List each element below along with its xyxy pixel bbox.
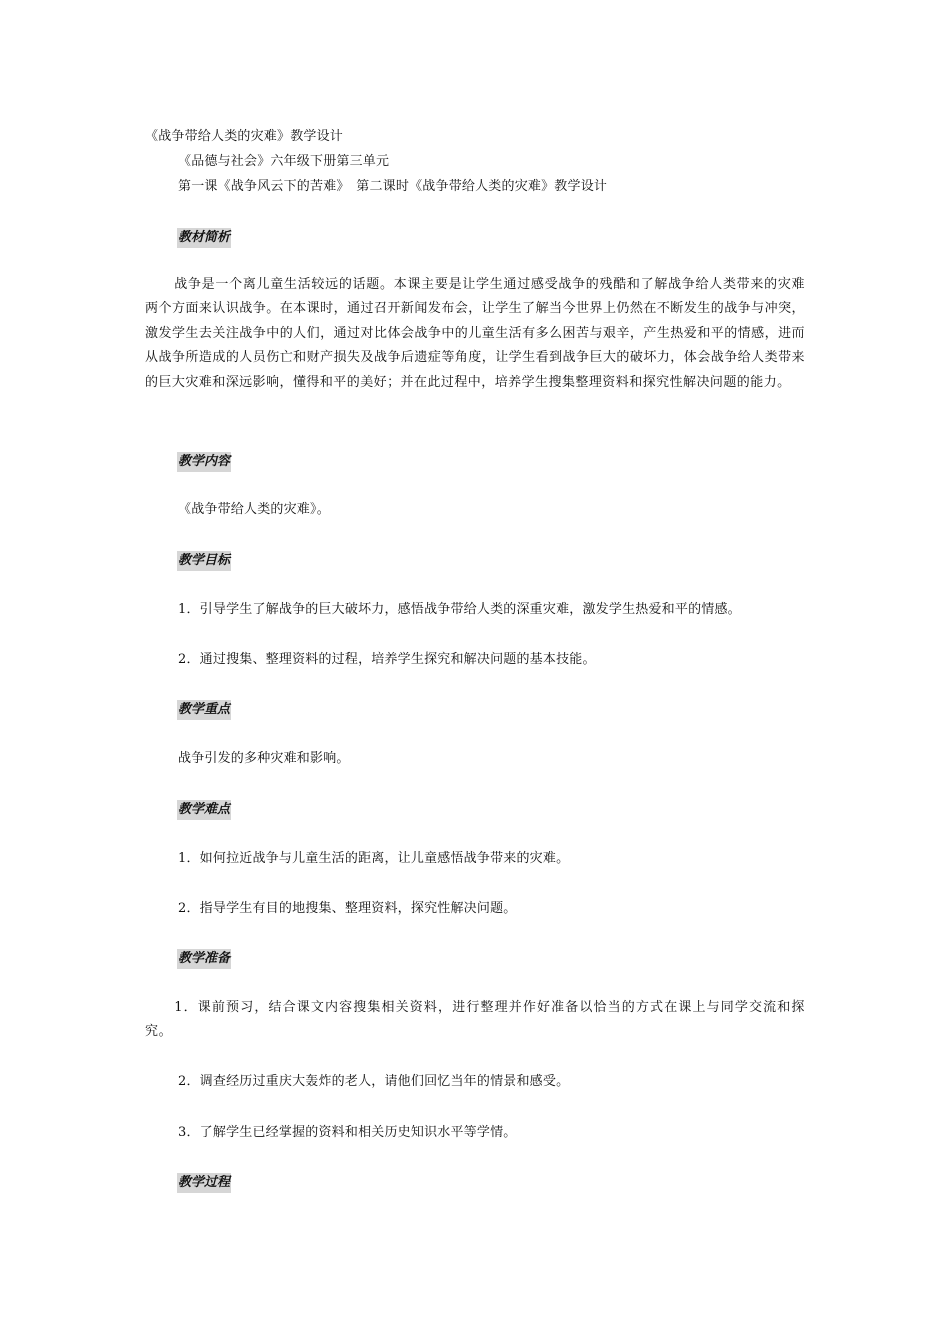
key-points-text: 战争引发的多种灾难和影响。 [178, 751, 350, 766]
heading-textbook-analysis: 教材简析 [177, 228, 231, 248]
difficulty-item-1: 1．如何拉近战争与儿童生活的距离，让儿童感悟战争带来的灾难。 [178, 851, 570, 866]
preparation-item-1: 1．课前预习，结合课文内容搜集相关资料，进行整理并作好准备以恰当的方式在课上与同学交流和探究。 [145, 1000, 805, 1040]
difficulty-item-2: 2．指导学生有目的地搜集、整理资料，探究性解决问题。 [178, 901, 517, 916]
analysis-paragraph: 战争是一个离儿童生活较远的话题。本课主要是让学生通过感受战争的残酷和了解战争给人类带来的灾难两个方面来认识战争。在本课时，通过召开新闻发布会，让学生了解当今世界上仍然在不断发生的战争与冲突，激发学生去关注战争中的人们，通过对比体会战争中的儿童生活有多么困苦与艰辛，产生热爱和平的情感，进而从战争所造成的人员伤亡和财产损失及战争后遗症等角度，让学生看到战争巨大的破坏力，体会战争给人类带来的巨大灾难和深远影响，懂得和平的美好；并在此过程中，培养学生搜集整理资料和探究性解决问题的能力。 [145, 277, 805, 390]
preparation-item-3: 3．了解学生已经掌握的资料和相关历史知识水平等学情。 [178, 1125, 517, 1140]
preparation-item-2: 2．调查经历过重庆大轰炸的老人，请他们回忆当年的情景和感受。 [178, 1074, 570, 1089]
heading-teaching-process: 教学过程 [177, 1173, 231, 1193]
goal-item-2: 2．通过搜集、整理资料的过程，培养学生探究和解决问题的基本技能。 [178, 652, 596, 667]
heading-teaching-goals: 教学目标 [177, 551, 231, 571]
document-title: 《战争带给人类的灾难》教学设计 [145, 129, 344, 144]
heading-difficulties: 教学难点 [177, 800, 231, 820]
goal-item-1: 1．引导学生了解战争的巨大破坏力，感悟战争带给人类的深重灾难，激发学生热爱和平的情感。 [178, 602, 741, 617]
lesson-line: 第一课《战争风云下的苦难》 第二课时《战争带给人类的灾难》教学设计 [178, 179, 608, 194]
document-subtitle: 《品德与社会》六年级下册第三单元 [178, 154, 390, 169]
heading-preparation: 教学准备 [177, 949, 231, 969]
heading-teaching-content: 教学内容 [177, 452, 231, 472]
heading-key-points: 教学重点 [177, 700, 231, 720]
content-text: 《战争带给人类的灾难》。 [178, 502, 330, 517]
